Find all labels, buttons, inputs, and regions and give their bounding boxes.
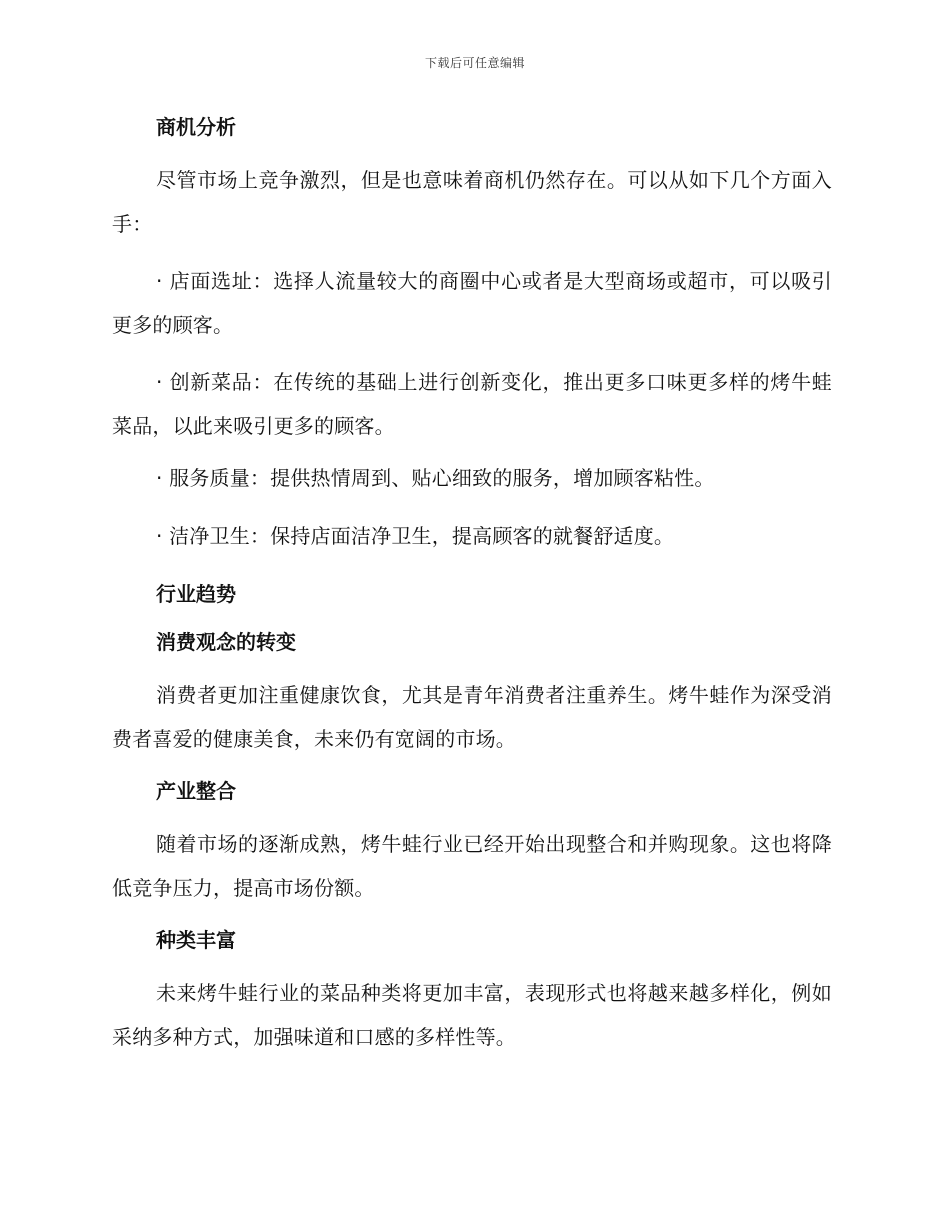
bullet-innovative-dishes: · 创新菜品：在传统的基础上进行创新变化，推出更多口味更多样的烤牛蛙菜品，以此来吸引更多的顾客。 (112, 370, 832, 438)
subheading-variety: 种类丰富 (156, 928, 236, 952)
subheading-consumption-concept: 消费观念的转变 (156, 630, 296, 654)
bullet-cleanliness: · 洁净卫生：保持店面洁净卫生，提高顾客的就餐舒适度。 (156, 524, 675, 548)
paragraph-industry-integration: 随着市场的逐渐成熟，烤牛蛙行业已经开始出现整合和并购现象。这也将降低竞争压力，提高市场份额。 (112, 832, 832, 900)
section-heading-business-opportunity: 商机分析 (156, 115, 236, 139)
bullet-store-location: · 店面选址：选择人流量较大的商圈中心或者是大型商场或超市，可以吸引更多的顾客。 (112, 269, 832, 337)
subheading-industry-integration: 产业整合 (156, 779, 236, 803)
paragraph-intro: 尽管市场上竞争激烈，但是也意味着商机仍然存在。可以从如下几个方面入手： (112, 168, 832, 236)
paragraph-consumption-concept: 消费者更加注重健康饮食，尤其是青年消费者注重养生。烤牛蛙作为深受消费者喜爱的健康美食，未来仍有宽阔的市场。 (112, 683, 832, 751)
bullet-service-quality: · 服务质量：提供热情周到、贴心细致的服务，增加顾客粘性。 (156, 466, 715, 490)
document-body (112, 110, 832, 1072)
page-header: 下载后可任意编辑 (424, 56, 525, 70)
section-heading-industry-trends: 行业趋势 (156, 582, 236, 606)
paragraph-variety: 未来烤牛蛙行业的菜品种类将更加丰富，表现形式也将越来越多样化，例如采纳多种方式，加强味道和口感的多样性等。 (112, 981, 832, 1049)
